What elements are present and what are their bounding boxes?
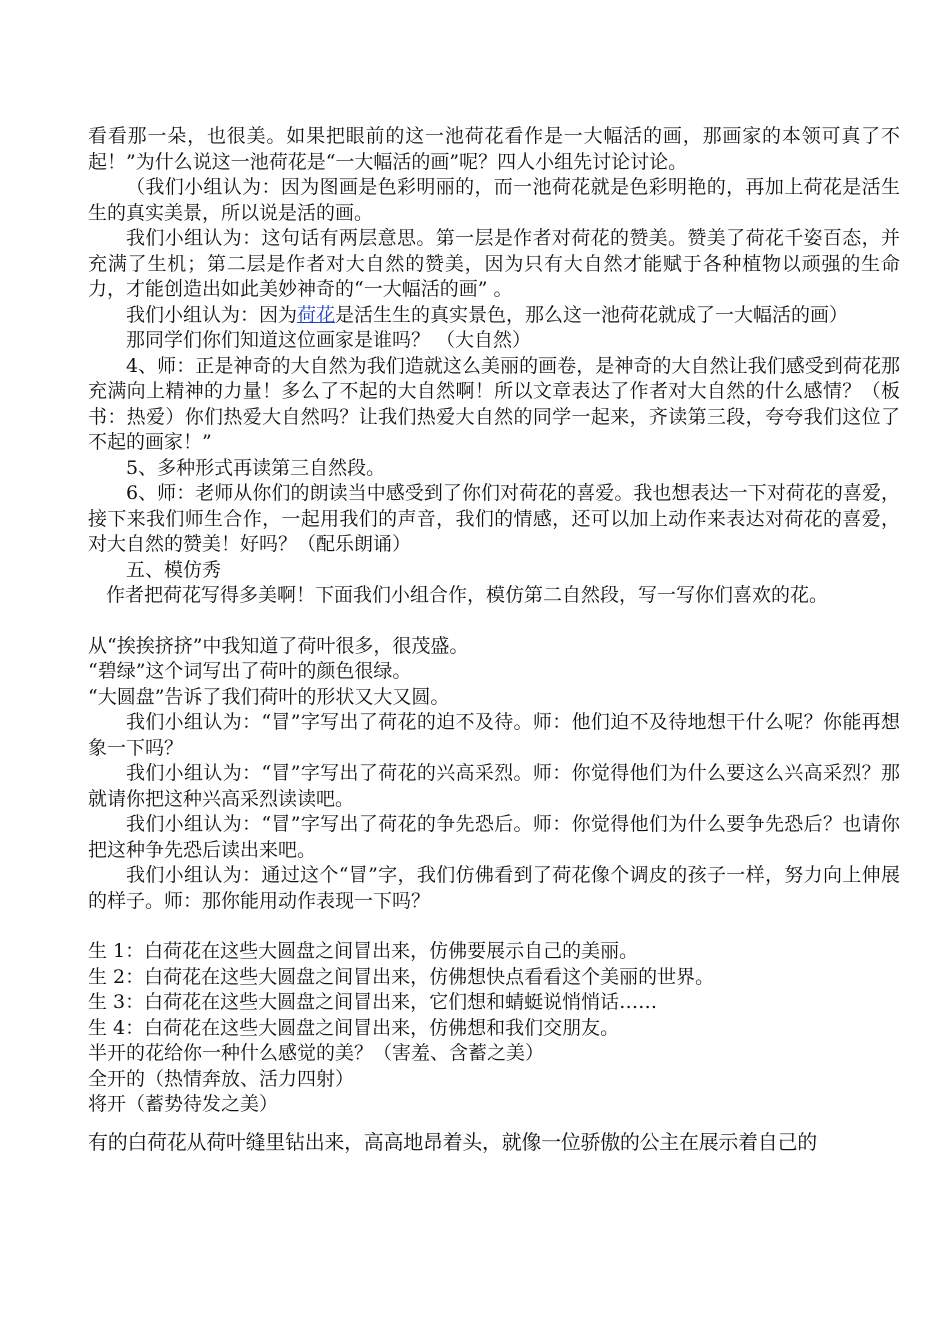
section-heading: 五、模仿秀 [126,558,222,581]
text-run: 是活生生的真实景色，那么这一池荷花就成了一大幅活的画） [335,303,849,326]
student-answer: 生 1：白荷花在这些大圆盘之间冒出来，仿佛要展示自己的美丽。 [88,940,639,962]
lotus-link[interactable]: 荷花 [297,303,336,326]
paragraph: 我们小组认为：通过这个“冒”字，我们仿佛看到了荷花像个调皮的孩子一样，努力向上伸展的样子。师：那你能用动作表现一下吗？ [88,864,900,912]
student-answer: 生 4：白荷花在这些大圆盘之间冒出来，仿佛想和我们交朋友。 [88,1016,620,1039]
document-page [88,124,900,1156]
paragraph: （我们小组认为：因为图画是色彩明丽的，而一池荷花就是色彩明艳的，再加上荷花是活生生的真实美景，所以说是活的画。 [88,176,900,224]
paragraph: 将开（蓄势待发之美） [88,1093,279,1115]
paragraph: 我们小组认为：“冒”字写出了荷花的争先恐后。师：你觉得他们为什么要争先恐后？也请你把这种争先恐后读出来吧。 [88,813,900,861]
paragraph: 我们小组认为：“冒”字写出了荷花的迫不及待。师：他们迫不及待地想干什么呢？你能再想象一下吗？ [88,711,900,759]
paragraph: 看看那一朵，也很美。如果把眼前的这一池荷花看作是一大幅活的画，那画家的本领可真了不起！”为什么说这一池荷花是“一大幅活的画”呢？四人小组先讨论讨论。 [88,125,900,173]
paragraph [88,303,900,329]
student-answer: 生 2：白荷花在这些大圆盘之间冒出来，仿佛想快点看看这个美丽的世界。 [88,965,715,988]
paragraph: “碧绿”这个词写出了荷叶的颜色很绿。 [88,660,412,682]
paragraph: 6、师：老师从你们的朗读当中感受到了你们对荷花的喜爱。我也想表达一下对荷花的喜爱，接下来我们师生合作，一起用我们的声音，我们的情感，还可以加上动作来表达对荷花的喜爱，对大自然的赞美！好吗？（配乐朗诵） [88,482,900,555]
paragraph: 半开的花给你一种什么感觉的美？（害羞、含蓄之美） [88,1042,545,1064]
paragraph: 有的白荷花从荷叶缝里钻出来，高高地昂着头，就像一位骄傲的公主在展示着自己的 [88,1129,817,1154]
student-answer: 生 3：白荷花在这些大圆盘之间冒出来，它们想和蜻蜓说悄悄话…… [88,991,658,1013]
paragraph: 4、师：正是神奇的大自然为我们造就这么美丽的画卷，是神奇的大自然让我们感受到荷花那充满向上精神的力量！多么了不起的大自然啊！所以文章表达了作者对大自然的什么感情？（板书：热爱）你们热爱大自然吗？让我们热爱大自然的同学一起来，齐读第三段，夸夸我们这位了不起的画家！” [88,354,900,453]
paragraph: 作者把荷花写得多美啊！下面我们小组合作，模仿第二自然段，写一写你们喜欢的花。 [106,584,829,606]
blank-line [88,609,900,634]
paragraph: 5、多种形式再读第三自然段。 [126,456,386,479]
paragraph: “大圆盘”告诉了我们荷叶的形状又大又圆。 [88,685,450,708]
blank-line [88,914,900,939]
paragraph: 那同学们你们知道这位画家是谁吗？ （大自然） [126,329,532,351]
paragraph: 全开的（热情奔放、活力四射） [88,1067,355,1090]
paragraph: 我们小组认为：这句话有两层意思。第一层是作者对荷花的赞美。赞美了荷花千姿百态，并充满了生机；第二层是作者对大自然的赞美，因为只有大自然才能赋于各种植物以顽强的生命力，才能创造出如此美妙神奇的“一大幅活的画” 。 [88,227,900,300]
paragraph: 我们小组认为：“冒”字写出了荷花的兴高采烈。师：你觉得他们为什么要这么兴高采烈？那就请你把这种兴高采烈读读吧。 [88,762,900,810]
text-run: 我们小组认为：因为 [126,303,298,326]
paragraph: 从“挨挨挤挤”中我知道了荷叶很多，很茂盛。 [88,634,469,657]
